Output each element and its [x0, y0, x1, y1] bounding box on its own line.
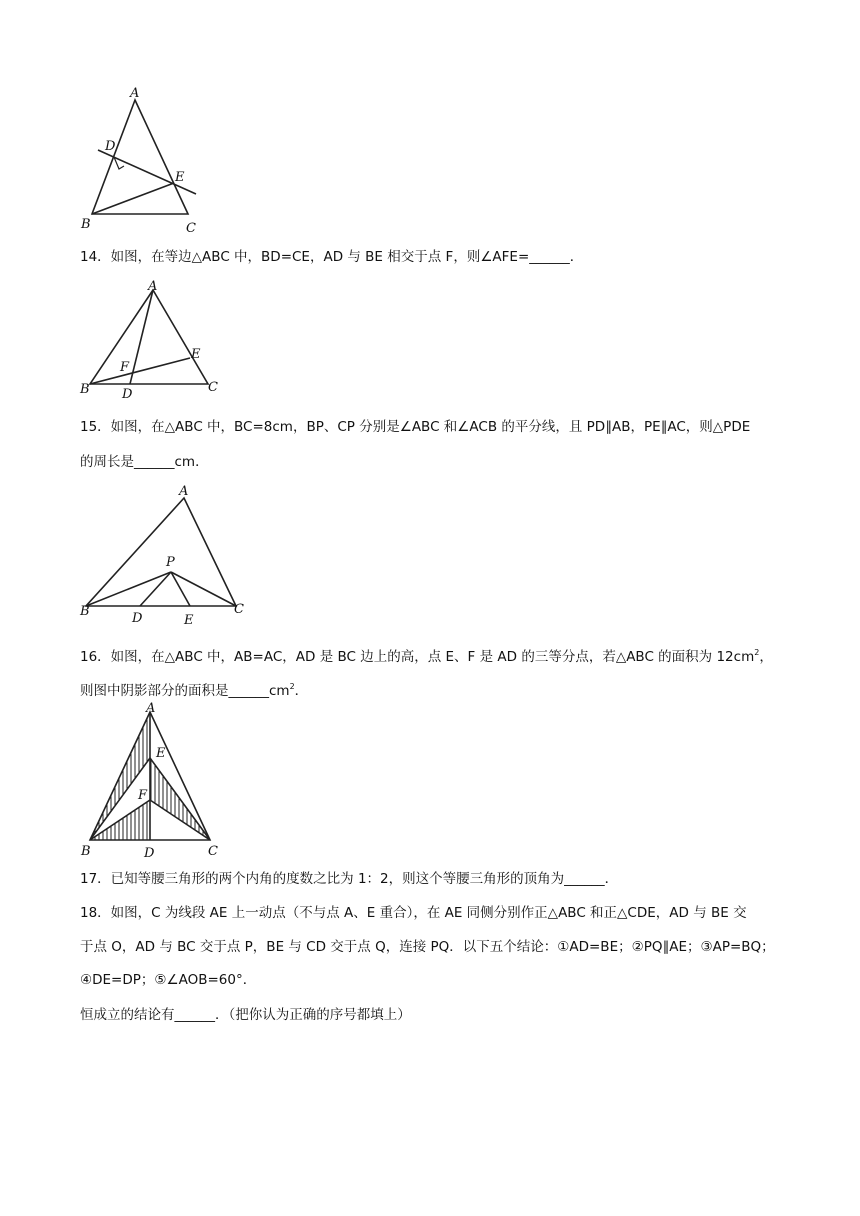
- segment-be: [92, 183, 174, 214]
- question-16-line1-end: ，: [759, 649, 773, 665]
- label-e: E: [184, 613, 194, 628]
- label-d: D: [122, 387, 133, 400]
- label-f: F: [120, 360, 130, 375]
- label-e: E: [175, 170, 185, 185]
- question-16-line1: [80, 644, 773, 666]
- figure-q16: [78, 700, 228, 864]
- label-a: A: [148, 279, 158, 294]
- label-a: A: [130, 86, 140, 101]
- triangle-abc: [86, 498, 236, 606]
- question-17: 17．已知等腰三角形的两个内角的度数之比为 1：2，则这个等腰三角形的顶角为______．: [80, 871, 619, 887]
- label-d: D: [105, 139, 116, 154]
- bisector-bp: [86, 572, 171, 606]
- label-f: F: [138, 788, 148, 803]
- question-18-line3: ④DE=DP；⑤∠AOB=60°．: [80, 972, 257, 988]
- label-c: C: [234, 602, 244, 617]
- question-15-line1: 15．如图，在△ABC 中，BC=8cm，BP、CP 分别是∠ABC 和∠ACB 的平分线，且 PD∥AB，PE∥AC，则△PDE: [80, 419, 751, 435]
- question-16-line1-sup: 2: [754, 648, 760, 657]
- label-e: E: [156, 746, 166, 761]
- label-b: B: [81, 844, 91, 859]
- figure-q14: [78, 278, 228, 400]
- triangle-abc: [92, 100, 188, 214]
- label-c: C: [208, 380, 218, 395]
- label-b: B: [80, 604, 90, 619]
- label-d: D: [132, 611, 143, 626]
- question-18-line1: 18．如图，C 为线段 AE 上一动点（不与点 A、E 重合），在 AE 同侧分别作正△ABC 和正△CDE，AD 与 BE 交: [80, 905, 747, 921]
- question-18-line4: 恒成立的结论有______．（把你认为正确的序号都填上）: [80, 1007, 411, 1023]
- label-a: A: [179, 484, 189, 499]
- label-b: B: [80, 382, 90, 397]
- question-16-line2-end: ．: [294, 683, 309, 699]
- label-p: P: [166, 555, 175, 570]
- question-16-line2-sup: 2: [289, 682, 295, 691]
- figure-q13: [78, 84, 208, 240]
- question-16-line2-main: 则图中阴影部分的面积是______cm: [80, 683, 290, 699]
- label-a: A: [146, 701, 156, 716]
- label-e: E: [191, 347, 201, 362]
- figure-q15: [78, 480, 250, 630]
- question-16-line2: [80, 678, 308, 700]
- label-d: D: [144, 846, 155, 861]
- segment-pd: [140, 572, 171, 606]
- label-b: B: [81, 217, 91, 232]
- label-c: C: [208, 844, 218, 859]
- question-16-line1-main: 16．如图，在△ABC 中，AB=AC，AD 是 BC 边上的高，点 E、F 是 AD 的三等分点，若△ABC 的面积为 12cm: [80, 649, 755, 665]
- question-14: 14．如图，在等边△ABC 中，BD=CE，AD 与 BE 相交于点 F，则∠AFE=______．: [80, 249, 584, 265]
- label-c: C: [186, 221, 196, 236]
- question-18-line2: 于点 O，AD 与 BC 交于点 P，BE 与 CD 交于点 Q，连接 PQ．以下五个结论：①AD=BE；②PQ∥AE；③AP=BQ；: [80, 939, 775, 955]
- question-15-line2: 的周长是______cm．: [80, 454, 209, 470]
